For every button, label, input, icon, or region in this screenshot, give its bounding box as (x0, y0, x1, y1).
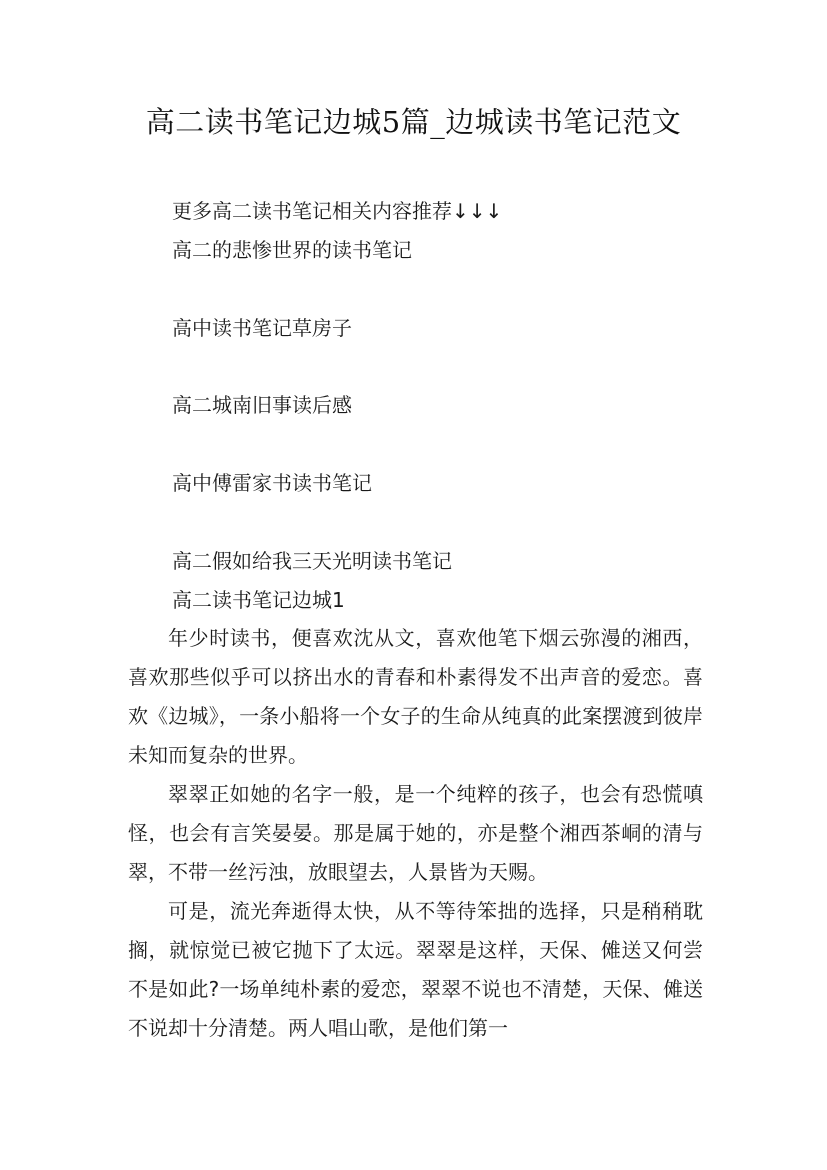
recommend-link-1[interactable]: 高二的悲惨世界的读书笔记 (172, 238, 412, 262)
section-heading: 高二读书笔记边城1 (172, 588, 345, 612)
recommend-link-3[interactable]: 高二城南旧事读后感 (172, 393, 352, 417)
recommend-link-5[interactable]: 高二假如给我三天光明读书笔记 (172, 549, 452, 573)
paragraph-1: 年少时读书，便喜欢沈从文，喜欢他笔下烟云弥漫的湘西，喜欢那些似乎可以挤出水的青春和朴素得发不出声音的爱恋。喜欢《边城》，一条小船将一个女子的生命从纯真的此案摆渡到彼岸未知而复杂的世界。 (128, 626, 703, 767)
paragraph-3: 可是，流光奔逝得太快，从不等待笨拙的选择，只是稍稍耽搁，就惊觉已被它抛下了太远。翠翠是这样，天保、傩送又何尝不是如此?一场单纯朴素的爱恋，翠翠不说也不清楚，天保、傩送不说却十分清楚。两人唱山歌，是他们第一 (128, 899, 703, 1040)
recommend-link-4[interactable]: 高中傅雷家书读书笔记 (172, 471, 372, 495)
recommend-link-2[interactable]: 高中读书笔记草房子 (172, 316, 352, 340)
document-title: 高二读书笔记边城5篇_边城读书笔记范文 (145, 105, 682, 139)
recommend-intro: 更多高二读书笔记相关内容推荐↓↓↓ (172, 199, 503, 223)
paragraph-2: 翠翠正如她的名字一般，是一个纯粹的孩子，也会有恐慌嗔怪，也会有言笑晏晏。那是属于她的，亦是整个湘西茶峒的清与翠，不带一丝污浊，放眼望去，人景皆为天赐。 (128, 782, 703, 884)
